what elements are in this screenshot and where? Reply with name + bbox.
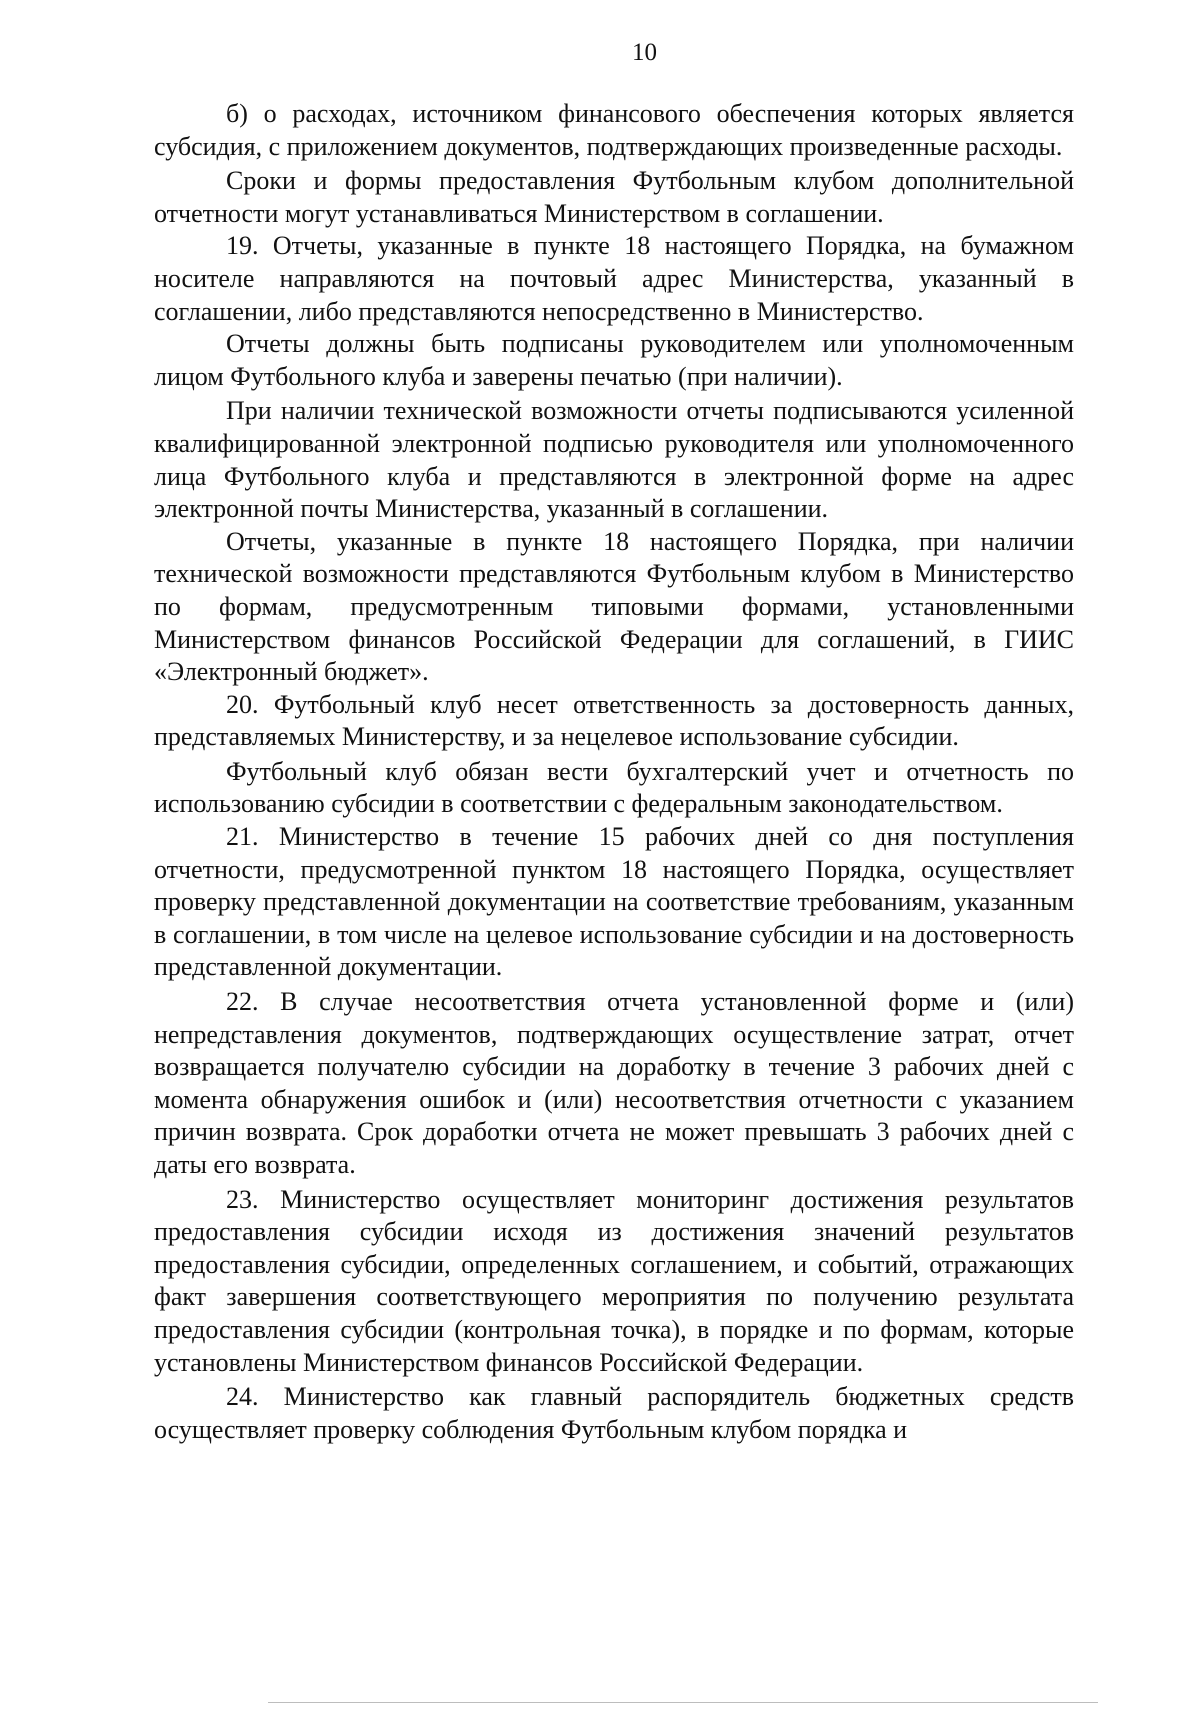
paragraph-23-monitoring: 23. Министерство осуществляет мониторинг достижения результатов предоставления субсидии исходя из достижения значений результатов предоставления субсидии, определенных соглашением, и событий, отражающих факт завершения соответствующего мероприятия по получению результата предоставления субсидии (контрольная точка), в порядке и по формам, которые установлены Министерством финансов Российской Федерации. — [154, 1184, 1074, 1377]
paragraph-20-responsibility: 20. Футбольный клуб несет ответственность за достоверность данных, представляемых Министерству, и за нецелевое использование субсидии. — [154, 689, 1074, 752]
paragraph-22-return-report: 22. В случае несоответствия отчета установленной форме и (или) непредставления документов, подтверждающих осуществление затрат, отчет возвращается получателю субсидии на доработку в течение 3 рабочих дней с момента обнаружения ошибок и (или) несоответствия отчетности с указанием причин возврата. Срок доработки отчета не может превышать 3 рабочих дней с даты его возврата. — [154, 987, 1074, 1179]
paragraph-additional-reporting: Сроки и формы предоставления Футбольным клубом дополнительной отчетности могут устанавливаться Министерством в соглашении. — [154, 166, 1074, 228]
paragraph-electronic-signature: При наличии технической возможности отчеты подписываются усиленной квалифицированной электронной подписью руководителя или уполномоченного лица Футбольного клуба и представляются в электронной форме на адрес электронной почты Министерства, указанный в соглашении. — [154, 396, 1074, 524]
page-number: 10 — [632, 39, 657, 66]
paragraph-24-compliance-check: 24. Министерство как главный распорядитель бюджетных средств осуществляет проверку соблюдения Футбольным клубом порядка и — [154, 1382, 1074, 1444]
paragraph-report-expenses: б) о расходах, источником финансового обеспечения которых является субсидия, с приложением документов, подтверждающих произведенные расходы. — [154, 99, 1074, 161]
paragraph-reports-signature: Отчеты должны быть подписаны руководителем или уполномоченным лицом Футбольного клуба и заверены печатью (при наличии). — [154, 329, 1074, 391]
document-body — [154, 98, 1074, 1446]
scan-edge-line — [268, 1702, 1098, 1703]
paragraph-21-verification: 21. Министерство в течение 15 рабочих дней со дня поступления отчетности, предусмотренной пунктом 18 настоящего Порядка, осуществляет проверку представленной документации на соответствие требованиям, указанным в соглашении, в том числе на целевое использование субсидии и на достоверность представленной документации. — [154, 822, 1074, 982]
paragraph-19-reports-paper: 19. Отчеты, указанные в пункте 18 настоящего Порядка, на бумажном носителе направляются на почтовый адрес Министерства, указанный в соглашении, либо представляются непосредственно в Министерство. — [154, 231, 1074, 326]
paragraph-accounting: Футбольный клуб обязан вести бухгалтерский учет и отчетность по использованию субсидии в соответствии с федеральным законодательством. — [154, 756, 1074, 819]
paragraph-electronic-budget: Отчеты, указанные в пункте 18 настоящего Порядка, при наличии технической возможности представляются Футбольным клубом в Министерство по формам, предусмотренным типовыми формами, установленными Министерством финансов Российской Федерации для соглашений, в ГИИС «Электронный бюджет». — [154, 526, 1074, 687]
